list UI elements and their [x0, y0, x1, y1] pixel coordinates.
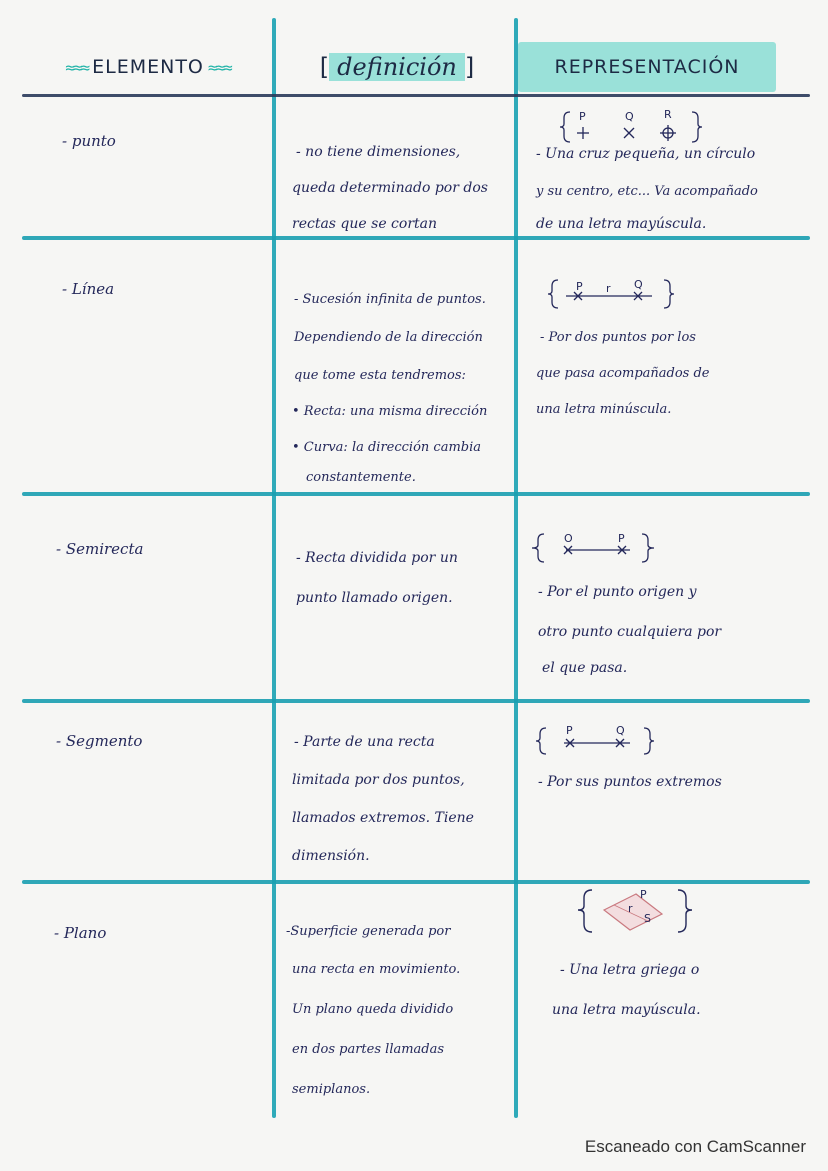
scanner-watermark: Escaneado con CamScanner — [584, 1137, 806, 1156]
representation-line: que pasa acompañados de — [536, 366, 710, 381]
definition-line: • Curva: la dirección cambia — [292, 440, 482, 455]
definition-line: • Recta: una misma dirección — [292, 404, 488, 419]
point-label: Q — [616, 724, 625, 737]
point-label: P — [618, 532, 625, 545]
definition-line: que tome esta tendremos: — [294, 368, 466, 383]
definition-line: rectas que se cortan — [292, 216, 438, 232]
representation-line: una letra mayúscula. — [552, 1002, 701, 1018]
definition-line: una recta en movimiento. — [292, 962, 461, 977]
line-diagram — [546, 274, 686, 314]
definition-line: Un plano queda dividido — [292, 1002, 454, 1017]
line-label: r — [628, 902, 633, 915]
definition-line: constantemente. — [306, 470, 416, 485]
definition-line: llamados extremos. Tiene — [292, 810, 474, 826]
header-definicion: [ definición ] — [319, 53, 475, 81]
point-label: Q — [625, 110, 634, 123]
definition-line: -Superficie generada por — [286, 924, 451, 939]
header-col1-label: ELEMENTO — [92, 56, 204, 78]
representation-line: - Una cruz pequeña, un círculo — [536, 146, 756, 162]
header-col3-label: REPRESENTACIÓN — [554, 56, 740, 78]
definition-line: - Parte de una recta — [294, 734, 435, 750]
point-label: S — [644, 912, 651, 925]
definition-line: semiplanos. — [292, 1082, 371, 1097]
point-label: R — [664, 108, 672, 121]
header-elemento — [28, 40, 268, 94]
representation-line: otro punto cualquiera por — [538, 624, 722, 640]
representation-line: - Una letra griega o — [560, 962, 700, 978]
element-label: - Línea — [62, 280, 115, 298]
header-representacion — [518, 40, 776, 94]
point-label: P — [566, 724, 573, 737]
header-underline — [22, 94, 810, 97]
definition-line: queda determinado por dos — [292, 180, 488, 196]
representation-line: de una letra mayúscula. — [536, 216, 707, 232]
point-label: O — [564, 532, 573, 545]
wave-decoration-left: ≈≈≈ — [65, 57, 89, 77]
definition-line: limitada por dos puntos, — [292, 772, 465, 788]
line-label: r — [606, 282, 611, 295]
point-diagram — [560, 106, 710, 146]
definition-line: - no tiene dimensiones, — [296, 144, 461, 160]
point-label: P — [640, 888, 647, 901]
definition-line: Dependiendo de la dirección — [294, 330, 483, 345]
row-divider-2 — [22, 492, 810, 496]
representation-line: - Por el punto origen y — [538, 584, 697, 600]
element-label: - punto — [62, 132, 116, 150]
header-col2-label: definición — [329, 53, 465, 81]
column-divider-2 — [514, 18, 518, 1118]
definition-line: - Sucesión infinita de puntos. — [294, 292, 486, 307]
wave-decoration-right: ≈≈≈ — [207, 57, 231, 77]
column-divider-1 — [272, 18, 276, 1118]
representation-line: - Por sus puntos extremos — [538, 774, 722, 790]
element-label: - Segmento — [56, 732, 143, 750]
representation-line: el que pasa. — [542, 660, 628, 676]
point-label: P — [579, 110, 586, 123]
ray-diagram — [530, 528, 670, 568]
definition-line: en dos partes llamadas — [292, 1042, 445, 1057]
definition-line: punto llamado origen. — [296, 590, 453, 606]
definition-line: dimensión. — [292, 848, 370, 864]
representation-line: - Por dos puntos por los — [540, 330, 696, 345]
segment-diagram — [534, 720, 664, 760]
definition-line: - Recta dividida por un — [296, 550, 458, 566]
representation-line: una letra minúscula. — [536, 402, 672, 417]
row-divider-3 — [22, 699, 810, 703]
element-label: - Semirecta — [56, 540, 144, 558]
representation-line: y su centro, etc... Va acompañado — [536, 184, 758, 199]
point-label: Q — [634, 278, 643, 291]
row-divider-1 — [22, 236, 810, 240]
point-label: P — [576, 280, 583, 293]
plane-diagram — [574, 884, 704, 940]
element-label: - Plano — [54, 924, 107, 942]
